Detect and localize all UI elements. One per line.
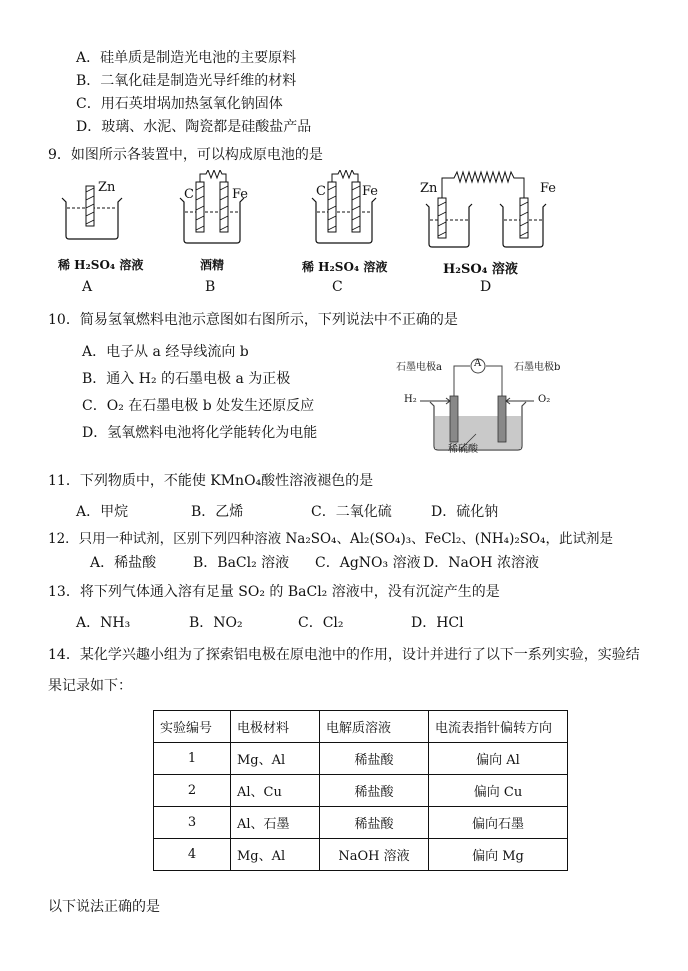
q10-fig-o2: O₂ — [538, 394, 551, 405]
q10-option-b: B．通入 H₂ 的石墨电极 a 为正极 — [82, 371, 291, 387]
q11-option-d: D．硫化钠 — [431, 504, 499, 520]
q14-stem-line2: 果记录如下： — [48, 678, 132, 694]
q9-fig-a-letter: A — [82, 279, 93, 295]
table-header-row — [154, 711, 568, 743]
q14-results-table — [153, 710, 568, 871]
q13-option-d: D．HCl — [411, 615, 464, 631]
q10-fig-h2: H₂ — [404, 394, 417, 405]
table-cell: 1 — [154, 743, 231, 775]
table-cell: 4 — [154, 839, 231, 871]
q9-fig-b-letter: B — [205, 279, 216, 295]
q9-fig-c-right: Fe — [362, 184, 379, 199]
table-cell: Al、石墨 — [231, 807, 320, 839]
q11-option-a: A．甲烷 — [76, 504, 129, 520]
table-cell: 偏向 Cu — [429, 775, 568, 807]
q10-stem: 10．简易氢氧燃料电池示意图如右图所示，下列说法中不正确的是 — [48, 312, 458, 328]
q9-fig-a-solution: 稀 H₂SO₄ 溶液 — [58, 258, 144, 272]
q8-option-d: D．玻璃、水泥、陶瓷都是硅酸盐产品 — [76, 119, 312, 135]
table-header: 电流表指针偏转方向 — [429, 711, 568, 743]
table-cell: 偏向石墨 — [429, 807, 568, 839]
q9-figure-a — [58, 178, 130, 240]
q12-option-c: C．AgNO₃ 溶液 — [315, 555, 421, 571]
table-cell: 稀盐酸 — [320, 743, 429, 775]
table-row — [154, 775, 568, 807]
q9-fig-d-right: Fe — [540, 181, 557, 196]
q13-option-c: C．Cl₂ — [298, 615, 344, 631]
table-cell: 稀盐酸 — [320, 807, 429, 839]
q9-fig-d-left: Zn — [420, 181, 438, 196]
q9-fig-b-right: Fe — [232, 187, 249, 202]
q8-option-c: C．用石英坩埚加热氢氧化钠固体 — [76, 96, 283, 112]
table-cell: 偏向 Al — [429, 743, 568, 775]
table-header: 实验编号 — [154, 711, 231, 743]
table-cell: 2 — [154, 775, 231, 807]
table-header: 电解质溶液 — [320, 711, 429, 743]
q9-fig-c-letter: C — [332, 279, 343, 295]
q9-figure-b — [176, 170, 248, 245]
q8-option-b: B．二氧化硅是制造光导纤维的材料 — [76, 73, 297, 89]
q14-followup: 以下说法正确的是 — [48, 899, 160, 915]
table-cell: Mg、Al — [231, 743, 320, 775]
q13-stem: 13．将下列气体通入溶有足量 SO₂ 的 BaCl₂ 溶液中，没有沉淀产生的是 — [48, 584, 500, 600]
q10-fig-meter: A — [474, 358, 482, 369]
table-cell: 偏向 Mg — [429, 839, 568, 871]
q12-option-a: A．稀盐酸 — [90, 555, 157, 571]
q11-stem: 11．下列物质中，不能使 KMnO₄酸性溶液褪色的是 — [48, 473, 374, 489]
q12-option-d: D．NaOH 浓溶液 — [423, 555, 539, 571]
q10-fig-left-label: 石墨电极a — [396, 362, 442, 373]
table-cell: 稀盐酸 — [320, 775, 429, 807]
q11-option-b: B．乙烯 — [191, 504, 244, 520]
q12-option-b: B．BaCl₂ 溶液 — [193, 555, 290, 571]
table-cell: Mg、Al — [231, 839, 320, 871]
q9-figure-d — [424, 168, 548, 250]
q10-option-d: D．氢氧燃料电池将化学能转化为电能 — [82, 425, 318, 441]
q10-option-c: C．O₂ 在石墨电极 b 处发生还原反应 — [82, 398, 315, 414]
q13-option-a: A．NH₃ — [76, 615, 131, 631]
q14-stem-line1: 14．某化学兴趣小组为了探索铝电极在原电池中的作用，设计并进行了以下一系列实验，实验结 — [48, 647, 640, 663]
table-header: 电极材料 — [231, 711, 320, 743]
q9-fig-b-solution: 酒精 — [200, 258, 225, 272]
table-row — [154, 743, 568, 775]
table-cell: Al、Cu — [231, 775, 320, 807]
q9-fig-b-left: C — [184, 187, 194, 202]
q9-fig-a-electrode: Zn — [98, 180, 116, 195]
q9-fig-c-left: C — [316, 184, 326, 199]
q11-option-c: C．二氧化硫 — [311, 504, 392, 520]
table-row — [154, 807, 568, 839]
q10-fig-right-label: 石墨电极b — [514, 362, 561, 373]
q8-option-a: A．硅单质是制造光电池的主要原料 — [76, 50, 297, 66]
q12-stem: 12．只用一种试剂，区别下列四种溶液 Na₂SO₄、Al₂(SO₄)₃、FeCl₂、(NH₄)₂SO₄，此试剂是 — [48, 531, 613, 547]
q9-fig-d-solution: H₂SO₄ 溶液 — [443, 262, 518, 277]
table-row — [154, 839, 568, 871]
q13-option-b: B．NO₂ — [189, 615, 243, 631]
q9-stem: 9．如图所示各装置中，可以构成原电池的是 — [48, 147, 323, 163]
q9-figure-c — [308, 170, 380, 245]
table-cell: 3 — [154, 807, 231, 839]
q9-fig-d-letter: D — [480, 279, 492, 295]
q10-fig-solution: 稀硫酸 — [448, 444, 478, 455]
q10-option-a: A．电子从 a 经导线流向 b — [82, 344, 249, 360]
q9-fig-c-solution: 稀 H₂SO₄ 溶液 — [302, 260, 388, 274]
table-cell: NaOH 溶液 — [320, 839, 429, 871]
